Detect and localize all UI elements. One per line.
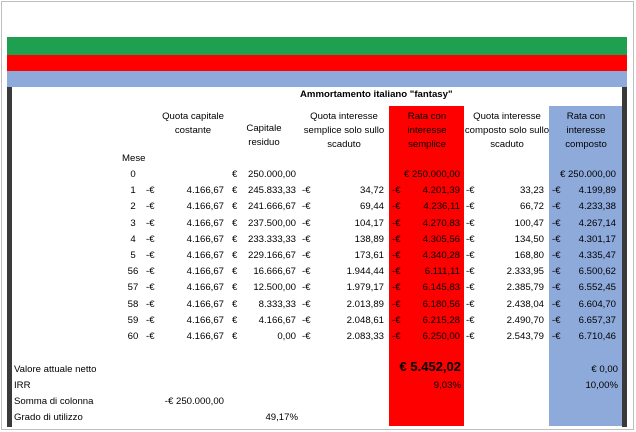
cell-mese[interactable]: 3	[130, 218, 136, 229]
somma-label: Somma di colonna	[14, 396, 94, 407]
cell-rata-semplice[interactable]: 4.201,39	[422, 185, 460, 196]
cell-quota-capitale-sign[interactable]: -€	[146, 282, 155, 293]
cell-quota-interesse-composto-sign[interactable]: -€	[466, 201, 475, 212]
right-border-bar	[622, 87, 627, 427]
cell-quota-interesse-composto-sign[interactable]: -€	[466, 185, 475, 196]
cell-quota-capitale-sign[interactable]: -€	[146, 315, 155, 326]
flag-band-blue	[7, 71, 627, 87]
cell-capitale-residuo[interactable]: 241.666,67	[247, 201, 296, 212]
cell-quota-interesse-semplice[interactable]: 69,44	[359, 201, 384, 212]
cell-capitale-residuo-currency: €	[232, 266, 238, 277]
cell-rata-semplice[interactable]: € 250.000,00	[403, 169, 460, 180]
header-quota-interesse-composto: Quota interesse composto solo sullo scaduto	[464, 111, 550, 150]
cell-quota-interesse-composto-sign[interactable]: -€	[466, 299, 475, 310]
cell-quota-interesse-semplice-sign[interactable]: -€	[302, 201, 311, 212]
cell-capitale-residuo-currency: €	[232, 250, 238, 261]
cell-quota-interesse-composto[interactable]: 33,23	[519, 185, 544, 196]
cell-quota-interesse-composto[interactable]: 134,50	[514, 234, 544, 245]
cell-quota-interesse-semplice[interactable]: 2.048,61	[346, 315, 384, 326]
cell-rata-semplice-sign[interactable]: -€	[392, 315, 401, 326]
cell-quota-capitale[interactable]: 4.166,67	[186, 234, 224, 245]
cell-quota-capitale-sign[interactable]: -€	[146, 201, 155, 212]
cell-quota-interesse-semplice[interactable]: 1.979,17	[346, 282, 384, 293]
cell-capitale-residuo-currency: €	[232, 218, 238, 229]
cell-capitale-residuo-currency: €	[232, 185, 238, 196]
cell-rata-composto[interactable]: 4.233,38	[578, 201, 616, 212]
cell-mese[interactable]: 2	[130, 201, 136, 212]
cell-quota-interesse-semplice-sign[interactable]: -€	[302, 250, 311, 261]
cell-capitale-residuo-currency: €	[232, 282, 238, 293]
cell-capitale-residuo[interactable]: 0,00	[277, 331, 296, 342]
cell-capitale-residuo[interactable]: 16.666,67	[253, 266, 296, 277]
cell-rata-semplice-sign[interactable]: -€	[392, 218, 401, 229]
cell-mese[interactable]: 60	[127, 331, 139, 342]
cell-rata-composto[interactable]: 6.552,45	[578, 282, 616, 293]
cell-rata-composto-sign[interactable]: -€	[552, 185, 561, 196]
irr-semplice-value: 9,03%	[433, 380, 461, 391]
header-capitale-residuo: Capitale residuo	[246, 123, 282, 148]
cell-quota-interesse-semplice[interactable]: 138,89	[354, 234, 384, 245]
cell-quota-capitale-sign[interactable]: -€	[146, 185, 155, 196]
cell-capitale-residuo[interactable]: 245.833,33	[247, 185, 296, 196]
cell-rata-composto-sign[interactable]: -€	[552, 315, 561, 326]
cell-quota-interesse-composto-sign[interactable]: -€	[466, 331, 475, 342]
grado-value: 49,17%	[265, 412, 298, 423]
cell-mese[interactable]: 58	[127, 299, 139, 310]
cell-quota-interesse-semplice[interactable]: 2.013,89	[346, 299, 384, 310]
cell-quota-interesse-composto[interactable]: 2.385,79	[506, 282, 544, 293]
cell-rata-semplice[interactable]: 6.145,83	[422, 282, 460, 293]
cell-quota-interesse-semplice[interactable]: 1.944,44	[346, 266, 384, 277]
cell-quota-interesse-composto[interactable]: 66,72	[519, 201, 544, 212]
cell-mese[interactable]: 59	[127, 315, 139, 326]
cell-quota-interesse-semplice[interactable]: 2.083,33	[346, 331, 384, 342]
cell-quota-capitale-sign[interactable]: -€	[146, 234, 155, 245]
cell-quota-interesse-composto-sign[interactable]: -€	[466, 218, 475, 229]
header-mese: Mese	[122, 153, 146, 164]
cell-quota-interesse-semplice[interactable]: 104,17	[354, 218, 384, 229]
cell-rata-semplice-sign[interactable]: -€	[392, 299, 401, 310]
flag-band-green	[7, 37, 627, 55]
cell-quota-interesse-composto[interactable]: 100,47	[514, 218, 544, 229]
cell-quota-interesse-semplice-sign[interactable]: -€	[302, 185, 311, 196]
cell-mese[interactable]: 56	[127, 266, 139, 277]
cell-mese[interactable]: 4	[130, 234, 136, 245]
cell-quota-interesse-composto-sign[interactable]: -€	[466, 234, 475, 245]
cell-rata-composto-sign[interactable]: -€	[552, 299, 561, 310]
cell-quota-capitale-sign[interactable]: -€	[146, 266, 155, 277]
cell-rata-composto[interactable]: 6.657,37	[578, 315, 616, 326]
cell-rata-semplice-sign[interactable]: -€	[392, 266, 401, 277]
cell-capitale-residuo[interactable]: 229.166,67	[247, 250, 296, 261]
cell-quota-interesse-composto-sign[interactable]: -€	[466, 282, 475, 293]
cell-rata-semplice[interactable]: 4.305,56	[422, 234, 460, 245]
cell-capitale-residuo[interactable]: 237.500,00	[247, 218, 296, 229]
cell-quota-interesse-semplice-sign[interactable]: -€	[302, 315, 311, 326]
cell-capitale-residuo[interactable]: 12.500,00	[253, 282, 296, 293]
cell-quota-interesse-composto[interactable]: 2.333,95	[506, 266, 544, 277]
cell-rata-semplice-sign[interactable]: -€	[392, 185, 401, 196]
grado-label: Grado di utilizzo	[14, 412, 83, 423]
cell-rata-composto[interactable]: 6.710,46	[578, 331, 616, 342]
cell-rata-composto-sign[interactable]: -€	[552, 234, 561, 245]
cell-rata-semplice[interactable]: 6.215,28	[422, 315, 460, 326]
cell-rata-composto-sign[interactable]: -€	[552, 331, 561, 342]
somma-value: -€ 250.000,00	[164, 396, 224, 407]
cell-capitale-residuo[interactable]: 8.333,33	[258, 299, 296, 310]
cell-capitale-residuo[interactable]: 233.333,33	[247, 234, 296, 245]
cell-quota-capitale[interactable]: 4.166,67	[186, 185, 224, 196]
cell-capitale-residuo-currency: €	[232, 201, 238, 212]
cell-quota-interesse-semplice-sign[interactable]: -€	[302, 218, 311, 229]
cell-rata-semplice[interactable]: 4.270,83	[422, 218, 460, 229]
cell-quota-interesse-composto-sign[interactable]: -€	[466, 315, 475, 326]
cell-rata-composto-sign[interactable]: -€	[552, 282, 561, 293]
cell-quota-capitale[interactable]: 4.166,67	[186, 218, 224, 229]
cell-rata-composto-sign[interactable]: -€	[552, 250, 561, 261]
cell-capitale-residuo[interactable]: 4.166,67	[258, 315, 296, 326]
table-title: Ammortamento italiano "fantasy"	[300, 89, 453, 100]
cell-rata-semplice[interactable]: 6.180,56	[422, 299, 460, 310]
header-quota-interesse-semplice: Quota interesse semplice solo sullo scaduto	[303, 111, 385, 150]
cell-quota-capitale[interactable]: 4.166,67	[186, 201, 224, 212]
cell-rata-composto[interactable]: 6.604,70	[578, 299, 616, 310]
cell-mese[interactable]: 57	[127, 282, 139, 293]
cell-quota-interesse-semplice-sign[interactable]: -€	[302, 299, 311, 310]
cell-quota-interesse-composto-sign[interactable]: -€	[466, 250, 475, 261]
van-composto-value: € 0,00	[591, 364, 618, 375]
cell-rata-composto[interactable]: 4.335,47	[578, 250, 616, 261]
cell-mese[interactable]: 5	[130, 250, 136, 261]
cell-rata-composto-sign[interactable]: -€	[552, 266, 561, 277]
van-semplice-value: € 5.452,02	[399, 359, 461, 374]
cell-mese[interactable]: 1	[130, 185, 136, 196]
cell-quota-capitale-sign[interactable]: -€	[146, 299, 155, 310]
irr-label: IRR	[14, 380, 31, 391]
cell-capitale-residuo-currency: €	[232, 234, 238, 245]
cell-rata-semplice-sign[interactable]: -€	[392, 250, 401, 261]
cell-quota-capitale[interactable]: 4.166,67	[186, 315, 224, 326]
irr-composto-value: 10,00%	[585, 380, 618, 391]
cell-quota-capitale[interactable]: 4.166,67	[186, 299, 224, 310]
cell-rata-semplice-sign[interactable]: -€	[392, 201, 401, 212]
cell-rata-composto[interactable]: 4.301,17	[578, 234, 616, 245]
header-quota-capitale: Quota capitale costante	[162, 111, 224, 136]
cell-quota-capitale-sign[interactable]: -€	[146, 250, 155, 261]
cell-quota-interesse-composto[interactable]: 2.543,79	[506, 331, 544, 342]
cell-quota-interesse-composto[interactable]: 2.490,70	[506, 315, 544, 326]
cell-rata-composto[interactable]: 4.199,89	[578, 185, 616, 196]
cell-quota-interesse-semplice-sign[interactable]: -€	[302, 234, 311, 245]
cell-quota-capitale[interactable]: 4.166,67	[186, 331, 224, 342]
cell-quota-interesse-semplice-sign[interactable]: -€	[302, 266, 311, 277]
cell-rata-semplice[interactable]: 4.236,11	[423, 201, 460, 212]
cell-quota-interesse-semplice-sign[interactable]: -€	[302, 331, 311, 342]
header-rata-composto: Rata con interesse composto	[565, 111, 607, 150]
cell-quota-capitale[interactable]: 4.166,67	[186, 250, 224, 261]
cell-mese[interactable]: 0	[130, 169, 136, 180]
cell-quota-capitale-sign[interactable]: -€	[146, 331, 155, 342]
cell-capitale-residuo-currency: €	[232, 331, 238, 342]
cell-quota-interesse-composto[interactable]: 2.438,04	[506, 299, 544, 310]
cell-rata-composto-sign[interactable]: -€	[552, 218, 561, 229]
cell-rata-semplice[interactable]: 6.111,11	[424, 266, 460, 277]
cell-rata-composto[interactable]: 6.500,62	[578, 266, 616, 277]
cell-quota-capitale[interactable]: 4.166,67	[186, 266, 224, 277]
left-border-bar	[7, 87, 12, 427]
cell-rata-semplice[interactable]: 6.250,00	[422, 331, 460, 342]
cell-quota-capitale[interactable]: 4.166,67	[186, 282, 224, 293]
cell-quota-capitale-sign[interactable]: -€	[146, 218, 155, 229]
cell-rata-composto-sign[interactable]: -€	[552, 201, 561, 212]
cell-rata-semplice[interactable]: 4.340,28	[422, 250, 460, 261]
cell-capitale-residuo[interactable]: 250.000,00	[247, 169, 296, 180]
cell-quota-interesse-semplice[interactable]: 34,72	[359, 185, 384, 196]
cell-rata-semplice-sign[interactable]: -€	[392, 234, 401, 245]
cell-capitale-residuo-currency: €	[232, 169, 238, 180]
cell-rata-composto[interactable]: 4.267,14	[578, 218, 616, 229]
header-rata-semplice: Rata con interesse semplice	[407, 111, 447, 150]
van-label: Valore attuale netto	[14, 364, 97, 375]
flag-band-red	[7, 55, 627, 71]
cell-quota-interesse-semplice[interactable]: 173,61	[354, 250, 384, 261]
cell-rata-composto[interactable]: € 250.000,00	[559, 169, 616, 180]
cell-rata-semplice-sign[interactable]: -€	[392, 331, 401, 342]
cell-capitale-residuo-currency: €	[232, 299, 238, 310]
cell-quota-interesse-semplice-sign[interactable]: -€	[302, 282, 311, 293]
cell-rata-semplice-sign[interactable]: -€	[392, 282, 401, 293]
cell-quota-interesse-composto[interactable]: 168,80	[514, 250, 544, 261]
cell-capitale-residuo-currency: €	[232, 315, 238, 326]
cell-quota-interesse-composto-sign[interactable]: -€	[466, 266, 475, 277]
